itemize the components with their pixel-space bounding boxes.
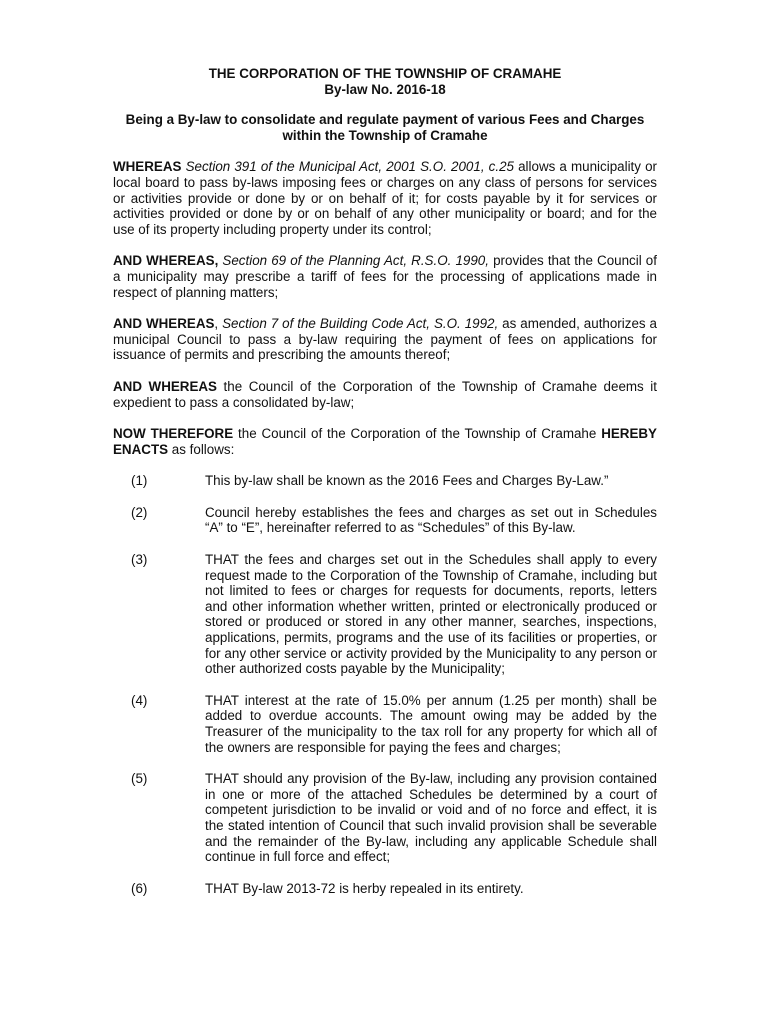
bylaw-number: By-law No. 2016-18 [324,81,446,97]
recital-text: the Council of the Corporation of the Township of Cramahe deems it expedient to pass a consolidated by-law; [113,378,657,410]
clause-5 [113,771,657,865]
clause-4 [113,693,657,755]
recital-4 [113,379,657,410]
corporation-title: THE CORPORATION OF THE TOWNSHIP OF CRAMAHE [208,66,562,81]
clause-number: (5) [131,771,148,787]
clause-3 [113,552,657,677]
clause-text: THAT interest at the rate of 15.0% per annum (1.25 per month) shall be added to overdue accounts. The amount owing may be added by the Treasurer of the municipality to the tax roll for any property for which all of the owners are responsible for paying the fees and charges; [205,692,657,755]
enactment-lead: NOW THEREFORE [113,426,234,442]
enactment-clause [113,426,657,457]
recital-lead: WHEREAS [113,159,182,175]
enactment-text: the Council of the Corporation of the Township of Cramahe [233,426,602,442]
recital-text: as amended, authorizes a municipal Council to pass a by-law requiring the payment of fees on applications for issuance of permits and prescribing the amounts thereof; [113,316,657,363]
recital-reference: Section 7 of the Building Code Act, S.O. 1992, [222,316,499,332]
clause-6 [113,881,657,897]
recital-text: allows a municipality or local board to pass by-laws imposing fees or charges on any class of persons for services or activities provide or done by or on behalf of it; for costs payable by it for services or activities provided or done by or on behalf of any other municipality or board; and for the use of its property including property under its control; [113,159,657,237]
clause-text: THAT By-law 2013-72 is herby repealed in its entirety. [205,880,524,896]
enactment-hereby: HEREBY ENACTS [113,426,657,457]
enactment-text-end: as follows: [168,441,235,457]
clause-number: (3) [131,552,148,568]
clause-number: (2) [131,504,148,520]
bylaw-subtitle: Being a By-law to consolidate and regulate payment of various Fees and Charges within the Township of Cramahe [125,112,645,143]
recital-text: provides that the Council of a municipality may prescribe a tariff of fees for the processing of applications made in respect of planning matters; [113,253,657,300]
recital-sep: , [214,316,223,332]
clause-1 [113,473,657,489]
recital-3 [113,316,657,363]
recital-reference: Section 69 of the Planning Act, R.S.O. 1990, [222,253,489,269]
clause-number: (1) [131,473,148,489]
clause-text: Council hereby establishes the fees and charges as set out in Schedules “A” to “E”, hereinafter referred to as “Schedules” of this By-law. [205,504,657,536]
recital-lead: AND WHEREAS, [113,253,219,269]
clause-text: THAT the fees and charges set out in the Schedules shall apply to every request made to the Corporation of the Township of Cramahe, including but not limited to fees or charges for requests for documents, reports, letters and other information whether written, printed or electronically produced or stored or produced or stored in any other manner, searches, inspections, applications, permits, programs and the use of its facilities or properties, or for any other service or activity provided by the Municipality to any person or other authorized costs payable by the Municipality; [205,552,657,677]
clause-text: THAT should any provision of the By-law, including any provision contained in one or more of the attached Schedules be determined by a court of competent jurisdiction to be invalid or void and of no force and effect, it is the stated intention of Council that such invalid provision shall be severable and the remainder of the By-law, including any applicable Schedule shall continue in full force and effect; [205,771,657,865]
recital-lead: AND WHEREAS [113,378,217,394]
recital-reference: Section 391 of the Municipal Act, 2001 S.O. 2001, c.25 [185,159,514,175]
recital-lead: AND WHEREAS [113,316,215,332]
clause-text: This by-law shall be known as the 2016 Fees and Charges By-Law.” [205,473,609,489]
recital-1 [113,159,657,237]
document-page [113,66,657,896]
clause-2 [113,505,657,536]
recital-2 [113,253,657,300]
clause-number: (4) [131,692,148,708]
clause-number: (6) [131,880,148,896]
